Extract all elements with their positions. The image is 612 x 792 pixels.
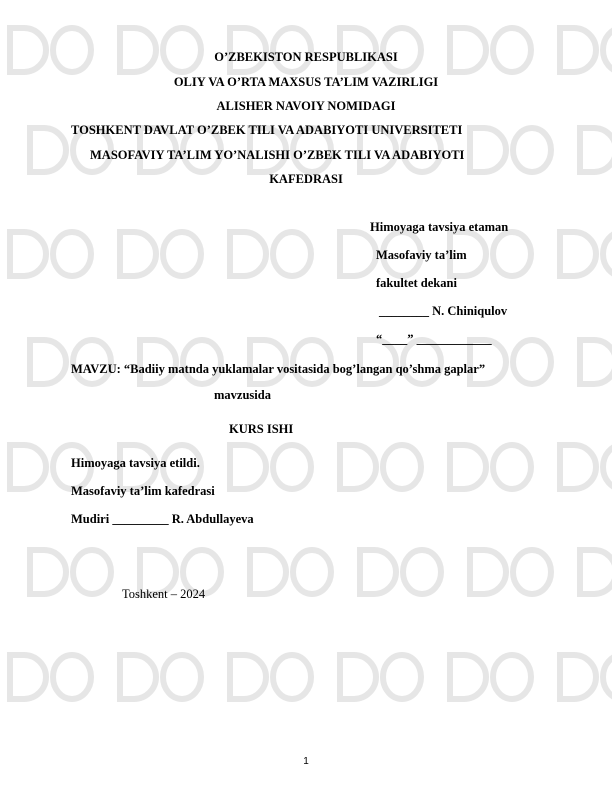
watermark-glyph (10, 655, 46, 699)
watermark-glyph (273, 655, 311, 699)
approval-faculty: Masofaviy ta’lim (376, 248, 467, 262)
watermark-glyph (73, 550, 111, 594)
watermark-glyph (10, 232, 46, 276)
watermark-glyph (560, 232, 596, 276)
watermark-glyph (513, 340, 551, 384)
watermark-glyph (163, 655, 201, 699)
watermark-glyph (230, 445, 266, 489)
recommendation-department: Masofaviy ta’lim kafedrasi (71, 484, 215, 498)
university-name: TOSHKENT DAVLAT O’ZBEK TILI VA ADABIYOTI UNIVERSITETI (71, 123, 463, 137)
watermark-glyph (383, 445, 421, 489)
watermark-glyph (580, 340, 612, 384)
watermark-glyph (513, 550, 551, 594)
watermark-glyph (560, 445, 596, 489)
ministry-country: O’ZBEKISTON RESPUBLIKASI (214, 50, 398, 64)
watermark-glyph (30, 128, 66, 172)
watermark-glyph (163, 232, 201, 276)
watermark-glyph (53, 232, 91, 276)
watermark-glyph (53, 655, 91, 699)
watermark-glyph (603, 655, 612, 699)
department-suffix: KAFEDRASI (269, 172, 343, 186)
document-type: KURS ISHI (229, 422, 294, 436)
recommendation-heading: Himoyaga tavsiya etildi. (71, 456, 200, 470)
watermark-glyph (230, 232, 266, 276)
watermark-glyph (360, 550, 396, 594)
watermark-glyph (513, 128, 551, 172)
watermark-glyph (30, 340, 66, 384)
watermark-glyph (273, 232, 311, 276)
watermark-glyph (603, 232, 612, 276)
watermark-glyph (250, 550, 286, 594)
watermark-glyph (10, 445, 46, 489)
watermark-glyph (403, 550, 441, 594)
watermark-glyph (340, 655, 376, 699)
watermark-glyph (470, 128, 506, 172)
topic-title: MAVZU: “Badiiy matnda yuklamalar vositasida bog’langan qo’shma gaplar” (71, 362, 486, 376)
watermark-glyph (120, 232, 156, 276)
watermark-glyph (293, 550, 331, 594)
watermark-glyph (340, 445, 376, 489)
approval-dean-signature: ________ N. Chiniqulov (379, 304, 508, 318)
approval-date: “____” ____________ (376, 332, 492, 346)
watermark-glyph (30, 550, 66, 594)
watermark-glyph (383, 655, 421, 699)
watermark-glyph (470, 550, 506, 594)
watermark-glyph (580, 550, 612, 594)
watermark-glyph (493, 232, 531, 276)
department-line: MASOFAVIY TA’LIM YO’NALISHI O’ZBEK TILI VA ADABIYOTI (90, 148, 465, 162)
watermark-glyph (560, 655, 596, 699)
watermark-glyph (603, 445, 612, 489)
page-number: 1 (303, 756, 309, 767)
watermark-glyph (120, 655, 156, 699)
named-after: ALISHER NAVOIY NOMIDAGI (216, 99, 396, 113)
watermark-glyph (230, 655, 266, 699)
ministry-name: OLIY VA O’RTA MAXSUS TA’LIM VAZIRLIGI (173, 75, 439, 89)
place-and-year: Toshkent – 2024 (122, 587, 206, 601)
watermark-glyph (450, 655, 486, 699)
watermark-glyph (340, 232, 376, 276)
watermark-glyph (450, 445, 486, 489)
watermark-glyph (493, 655, 531, 699)
watermark-glyph (580, 128, 612, 172)
topic-suffix: mavzusida (214, 388, 271, 402)
watermark-glyph (493, 445, 531, 489)
approval-heading: Himoyaga tavsiya etaman (370, 220, 509, 234)
approval-dean-title: fakultet dekani (376, 276, 457, 290)
department-head-signature: Mudiri _________ R. Abdullayeva (71, 512, 254, 526)
watermark-glyph (273, 445, 311, 489)
